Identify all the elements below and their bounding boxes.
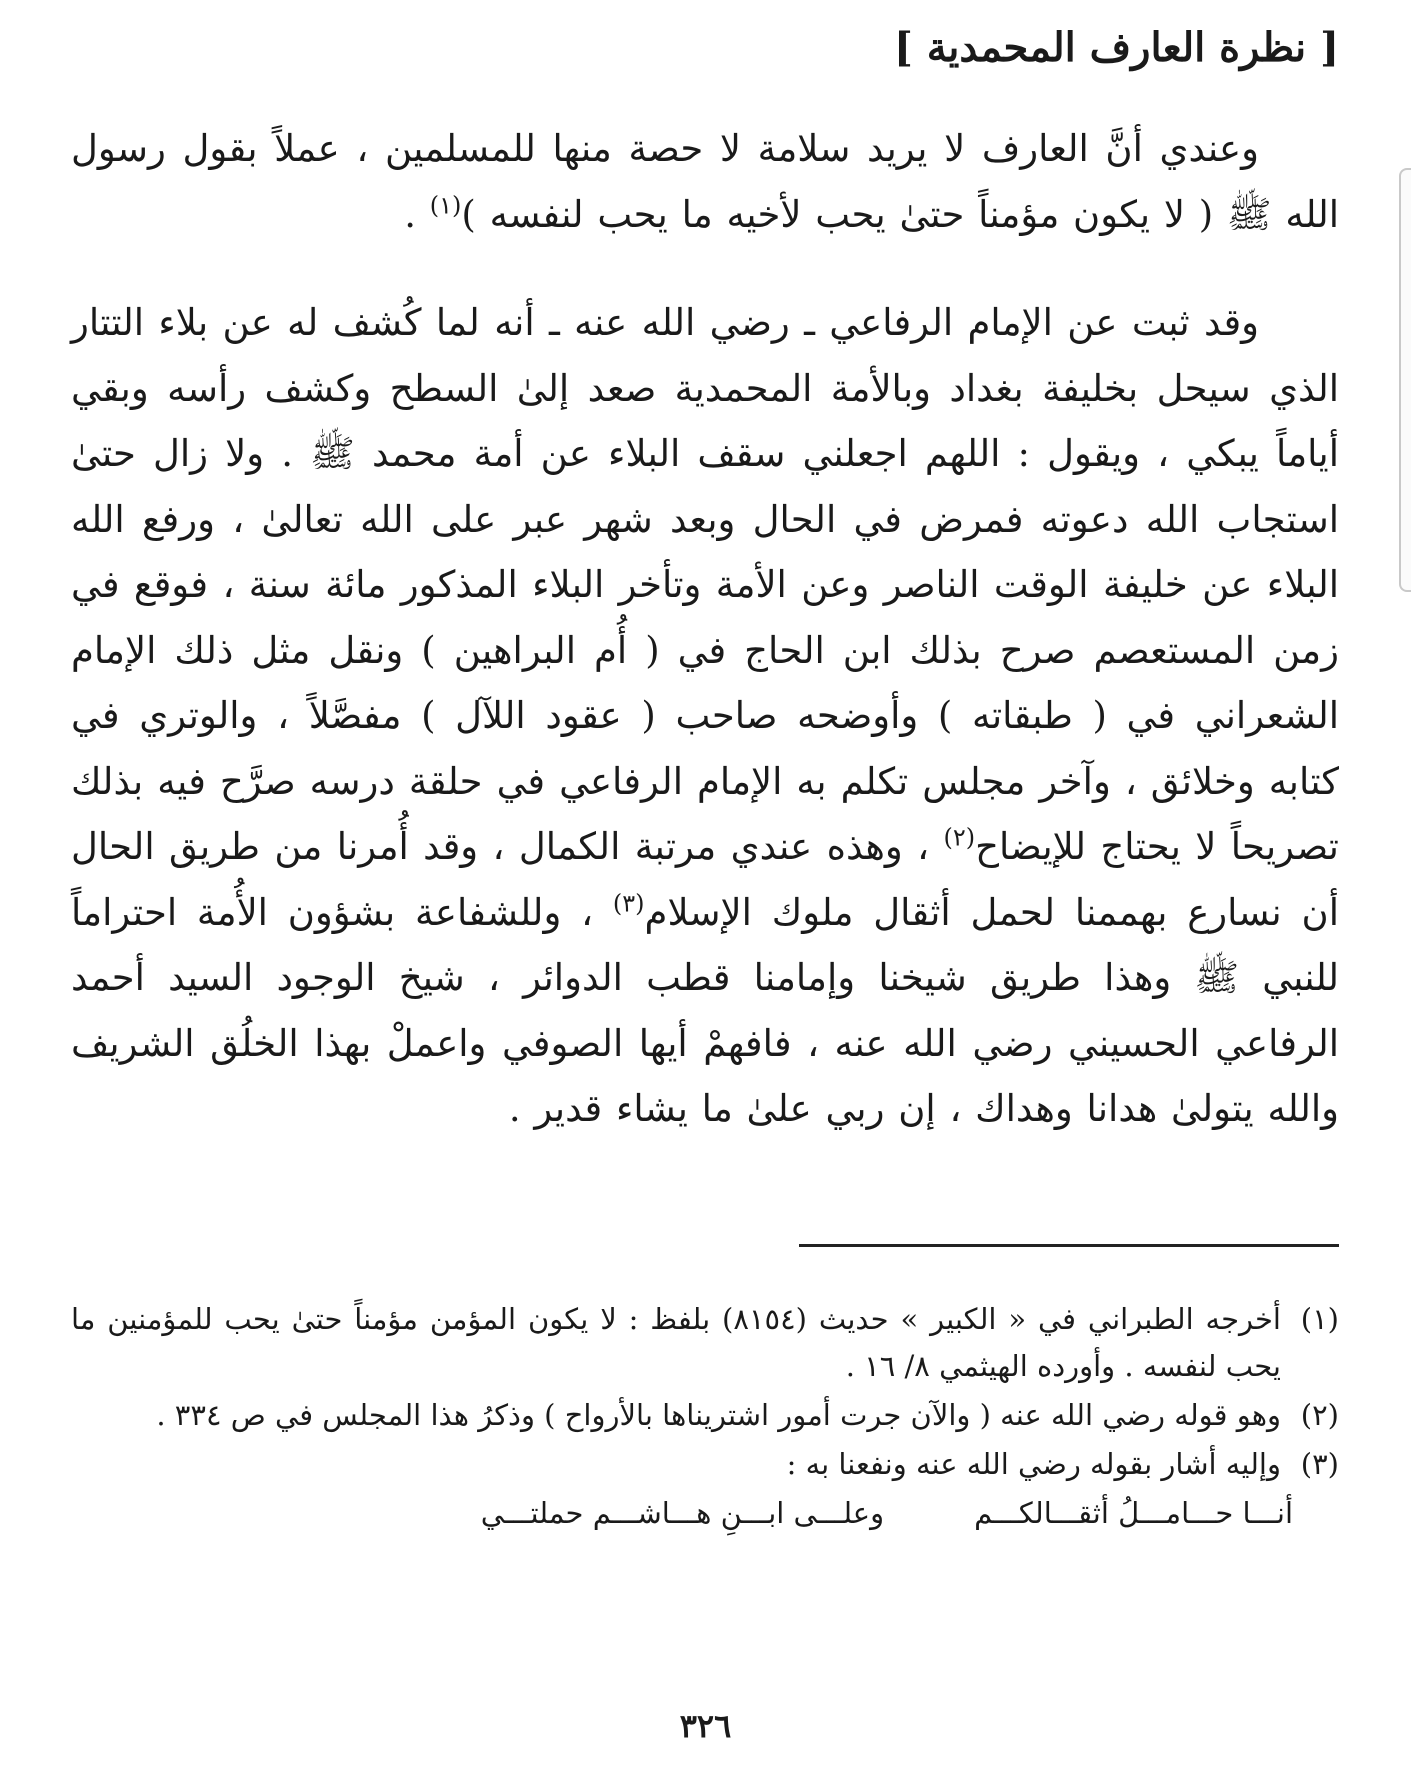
section-heading: [ نظرة العارف المحمدية ] [893,24,1339,71]
footnote-3 [71,1441,1339,1488]
footnotes [71,1296,1339,1537]
footnote-ref-3[interactable]: (٣) [612,889,645,918]
footnote-2 [71,1392,1339,1439]
paragraph-1-end: . [404,192,430,236]
footnote-number: (٣) [1300,1447,1339,1481]
footnote-number: (٢) [1300,1398,1339,1432]
footnote-text: وهو قوله رضي الله عنه ( والآن جرت أمور اشتريناها بالأرواح ) وذكرُ هذا المجلس في ص ٣٣٤ . [156,1398,1281,1432]
footnote-text: أخرجه الطبراني في « الكبير » حديث (٨١٥٤) بلفظ : لا يكون المؤمن مؤمناً حتىٰ يحب للمؤمنين ما يحب لنفسه . وأورده الهيثمي ٨/ ١٦ . [71,1302,1281,1383]
footnote-ref-1[interactable]: (١) [429,191,462,220]
paragraph-1 [71,116,1339,247]
footnote-number: (١) [1300,1302,1339,1336]
poem-verse [71,1490,1339,1537]
footnote-ref-2[interactable]: (٢) [943,823,976,852]
footnote-text: وإليه أشار بقوله رضي الله عنه ونفعنا به : [786,1447,1281,1481]
paragraph-2-part-3: ، وللشفاعة بشؤون الأُمة احتراماً للنبي ﷺ وهذا طريق شيخنا وإمامنا قطب الدوائر ، شيخ الوجود السيد أحمد الرفاعي الحسيني رضي الله عنه ، فافهمْ أيها الصوفي واعملْ بهذا الخلُق الشريف والله يتولىٰ هدانا وهداك ، إن ربي علىٰ ما يشاء قدير . [71,890,1339,1130]
paragraph-2-part-1: وقد ثبت عن الإمام الرفاعي ـ رضي الله عنه ـ أنه لما كُشف له عن بلاء التتار الذي سيحل بخليفة بغداد وبالأمة المحمدية صعد إلىٰ السطح وكشف رأسه وبقي أياماً يبكي ، ويقول : اللهم اجعلني سقف البلاء عن أمة محمد ﷺ . ولا زال حتىٰ استجاب الله دعوته فمرض في الحال وبعد شهر عبر على الله تعالىٰ ، ورفع الله البلاء عن خليفة الوقت الناصر وعن الأمة وتأخر البلاء المذكور مائة سنة ، فوقع في زمن المستعصم صرح بذلك ابن الحاج في ( أُم البراهين ) ونقل مثل ذلك الإمام الشعراني في ( طبقاته ) وأوضحه صاحب ( عقود اللآل ) مفصَّلاً ، والوتري في كتابه وخلائق ، وآخر مجلس تكلم به الإمام الرفاعي في حلقة درسه صرَّح فيه بذلك تصريحاً لا يحتاج للإيضاح [71,301,1339,868]
verse-first-hemistich: أنـــا حـــامـــلُ أثقـــالكـــم [974,1496,1293,1530]
paragraph-2-part-2: ، وهذه عندي مرتبة الكمال ، وقد أُمرنا من طريق الحال أن نسارع بهممنا لحمل أثقال ملوك الإسلام [71,825,1339,934]
footnote-divider [799,1244,1339,1247]
paragraph-2 [71,290,1339,1142]
page-number: ٣٢٦ [679,1707,732,1745]
footnote-1 [71,1296,1339,1390]
verse-second-hemistich: وعلـــى ابـــنِ هـــاشـــم حملتـــي [480,1496,885,1530]
paragraph-1-text: وعندي أنَّ العارف لا يريد سلامة لا حصة منها للمسلمين ، عملاً بقول رسول الله ﷺ ( لا يكون مؤمناً حتىٰ يحب لأخيه ما يحب لنفسه ) [71,127,1339,236]
scrollbar-thumb[interactable] [1399,168,1411,592]
